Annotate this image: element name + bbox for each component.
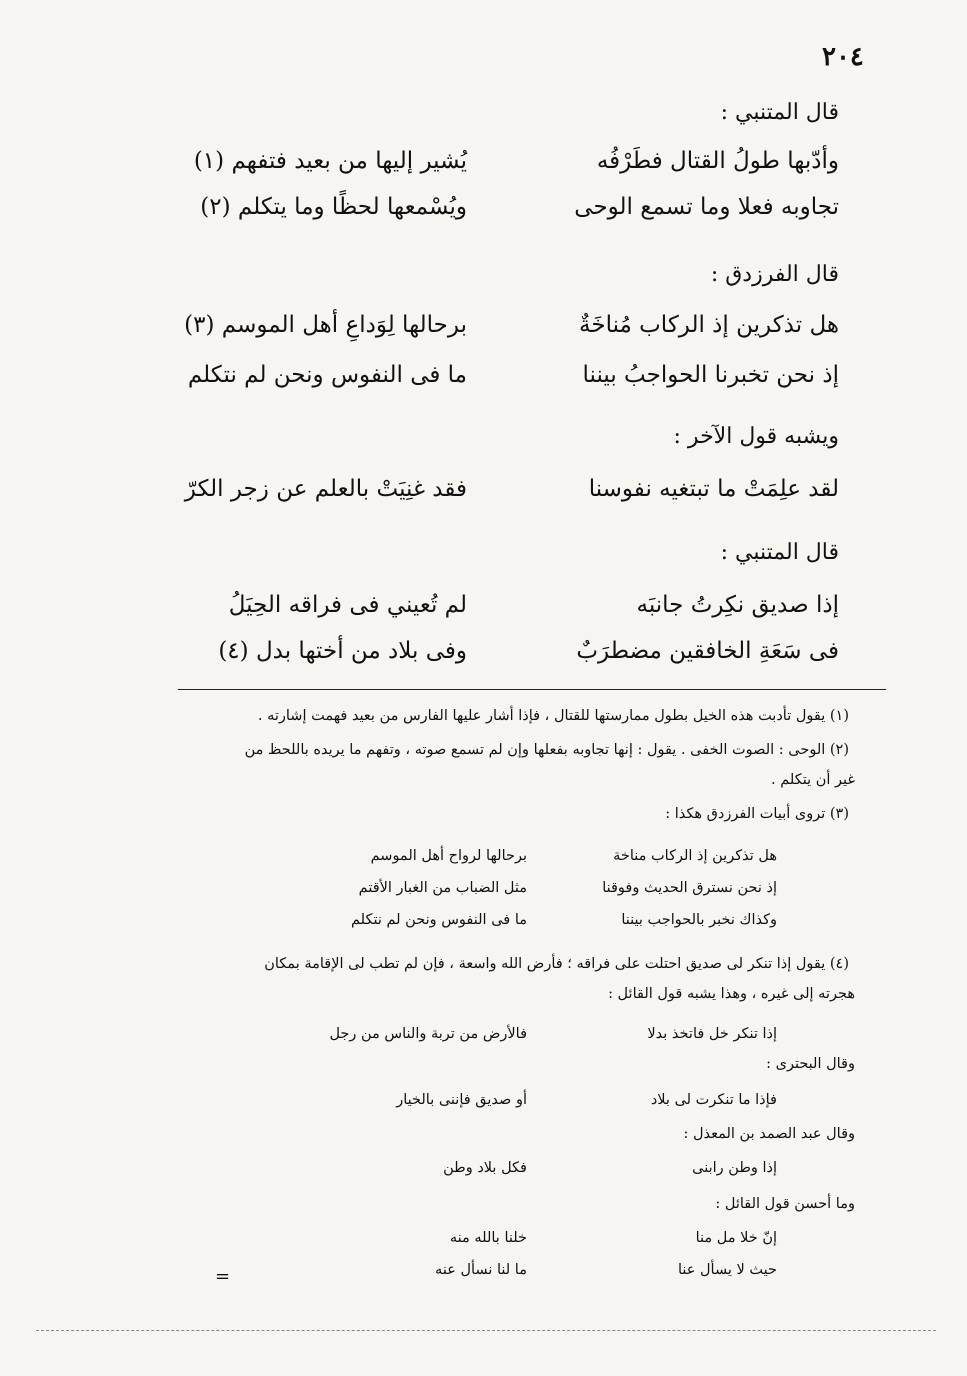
verse-second-hemistich: ما فى النفوس ونحن لم نتكلم (187, 362, 467, 388)
page-bottom-edge (36, 1330, 936, 1331)
verse-second-hemistich: برحالها لِوَداعِ أهل الموسم (٣) (184, 312, 467, 338)
poem-intro: قال المتنبي : (720, 100, 839, 125)
quoted-second-hemistich: ما فى النفوس ونحن لم نتكلم (351, 912, 527, 928)
poem-intro: ويشبه قول الآخر : (673, 424, 839, 449)
poem-intro: قال الفرزدق : (710, 262, 839, 287)
poem-intro: قال المتنبي : (720, 540, 839, 565)
verse-first-hemistich: وأدّبها طولُ القتال فطَرْفُه (596, 148, 839, 174)
footnote-4-line: (٤) يقول إذا تنكر لى صديق احتلت على فراقه ؛ فأرض الله واسعة ، فإن لم تطب لى الإقامة بمكان (264, 956, 849, 972)
quoted-second-hemistich: خلنا بالله منه (449, 1230, 527, 1246)
quoted-second-hemistich: فالأرض من تربة والناس من رجل (329, 1026, 527, 1042)
footnote-4-line: هجرته إلى غيره ، وهذا يشبه قول القائل : (608, 986, 855, 1002)
verse-first-hemistich: إذا صديق نكِرتُ جانبَه (636, 592, 839, 618)
verse-first-hemistich: إذ نحن تخبرنا الحواجبُ بيننا (582, 362, 839, 388)
footnote-1: (١) يقول تأدبت هذه الخيل بطول ممارستها للقتال ، فإذا أشار عليها الفارس من بعيد فهمت إشارته . (257, 708, 849, 724)
verse-first-hemistich: فى سَعَةِ الخافقين مضطرَبٌ (576, 638, 839, 664)
quoted-first-hemistich: إذا تنكر خل فاتخذ بدلا (647, 1026, 777, 1042)
footnote-3: (٣) تروى أبيات الفرزدق هكذا : (665, 806, 849, 822)
footnote-2-line: (٢) الوحى : الصوت الخفى . يقول : إنها تجاوبه بفعلها وإن لم تسمع صوته ، وتفهم ما يريده باللحظ من (244, 742, 849, 758)
verse-second-hemistich: وفى بلاد من أختها بدل (٤) (218, 638, 467, 664)
verse-second-hemistich: ويُسْمعها لحظًا وما يتكلم (٢) (200, 194, 467, 220)
quoted-second-hemistich: مثل الضباب من الغبار الأقتم (358, 880, 527, 896)
quoted-first-hemistich: حيث لا يسأل عنا (677, 1262, 777, 1278)
quote-intro: وقال البحترى : (766, 1056, 855, 1072)
quoted-first-hemistich: فإذا ما تنكرت لى بلاد (650, 1092, 777, 1108)
verse-first-hemistich: هل تذكرين إذ الركاب مُناخَةٌ (579, 312, 839, 338)
page-number: ٢٠٤ (822, 42, 864, 72)
end-mark: = (215, 1266, 231, 1287)
quoted-first-hemistich: هل تذكرين إذ الركاب مناخة (613, 848, 777, 864)
quoted-first-hemistich: إذا وطن رابنى (692, 1160, 777, 1176)
verse-first-hemistich: لقد علِمَتْ ما تبتغيه نفوسنا (588, 476, 839, 502)
quoted-first-hemistich: إذ نحن نسترق الحديث وفوقنا (602, 880, 777, 896)
quoted-second-hemistich: فكل بلاد وطن (443, 1160, 527, 1176)
verse-second-hemistich: لم تُعيني فى فراقه الحِيَلُ (228, 592, 467, 618)
quote-intro: وما أحسن قول القائل : (715, 1196, 855, 1212)
quoted-first-hemistich: وكذاك نخبر بالحواجب بيننا (621, 912, 777, 928)
verse-second-hemistich: فقد غنِيَتْ بالعلم عن زجر الكرّ (184, 476, 467, 502)
footnote-separator (178, 689, 886, 690)
verse-second-hemistich: يُشير إليها من بعيد فتفهم (١) (193, 148, 467, 174)
verse-first-hemistich: تجاوبه فعلا وما تسمع الوحى (574, 194, 839, 220)
quote-intro: وقال عبد الصمد بن المعذل : (683, 1126, 855, 1142)
quoted-first-hemistich: إنّ خلا مل منا (695, 1230, 777, 1246)
footnote-2-line: غير أن يتكلم . (771, 772, 855, 788)
quoted-second-hemistich: برحالها لرواح أهل الموسم (370, 848, 527, 864)
quoted-second-hemistich: ما لنا نسأل عنه (435, 1262, 527, 1278)
quoted-second-hemistich: أو صديق فإننى بالخيار (396, 1092, 527, 1108)
